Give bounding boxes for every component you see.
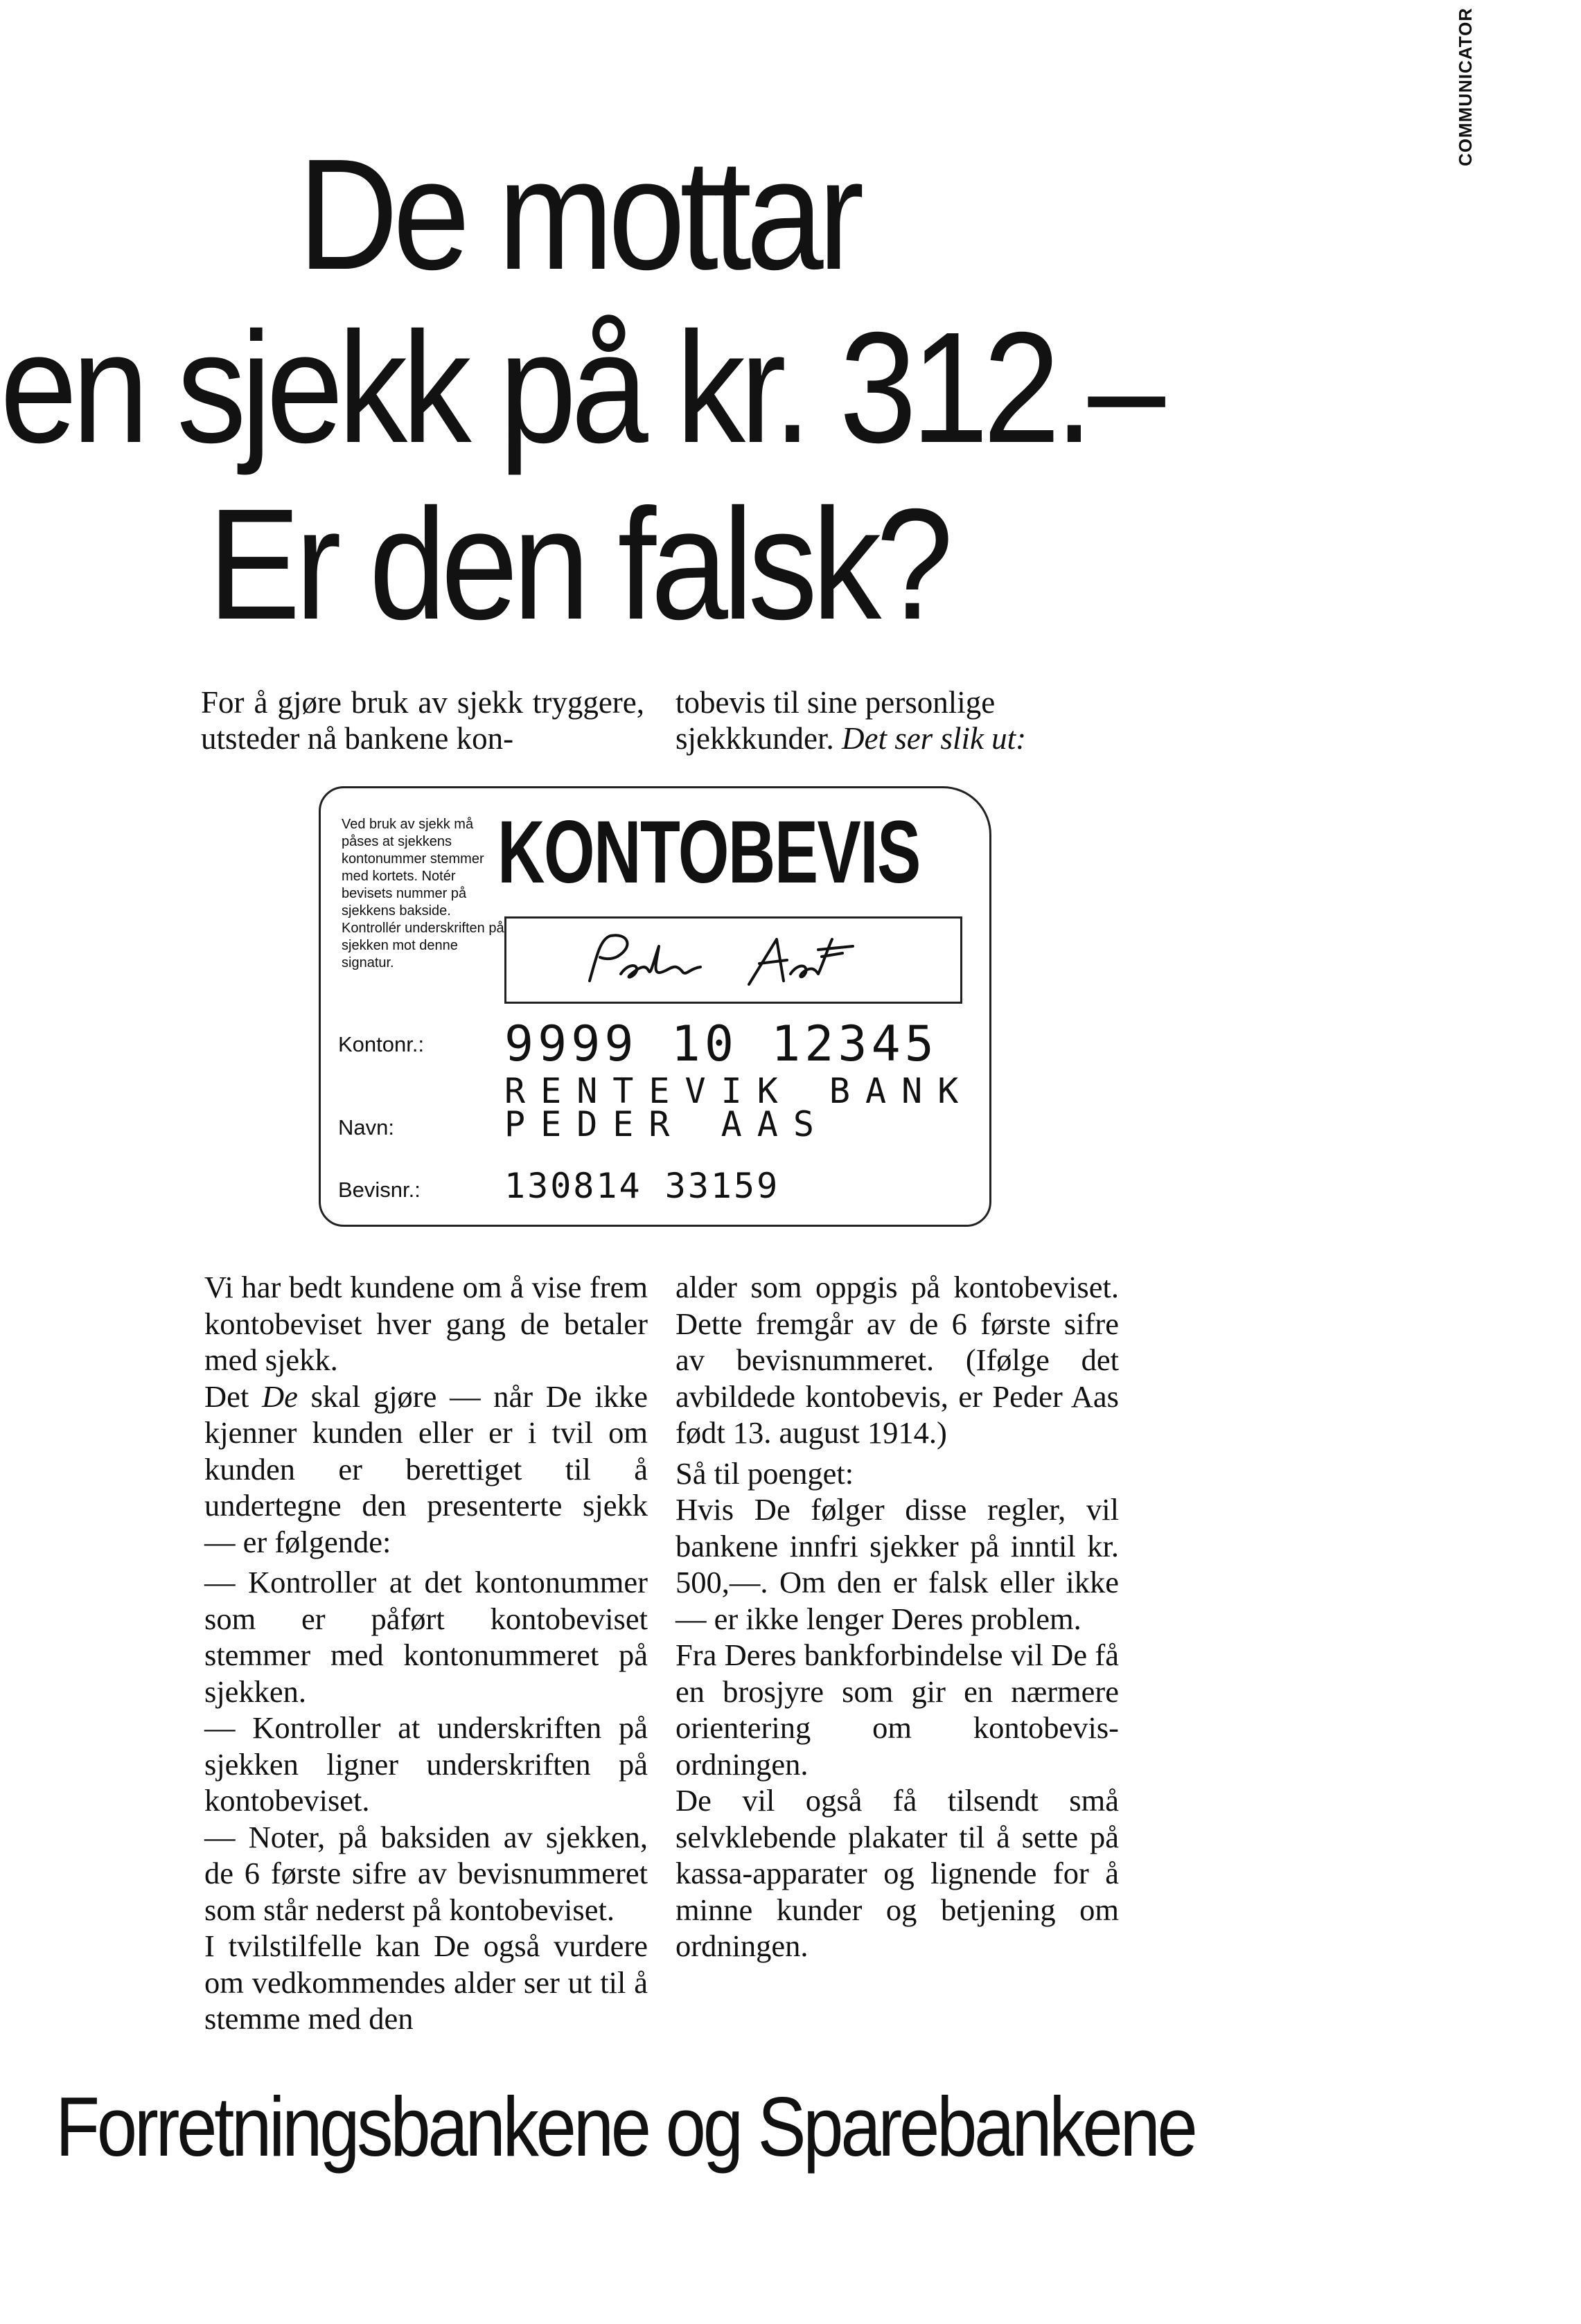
bevisnr-value: 130814 33159 — [504, 1166, 780, 1206]
navn-label: Navn: — [338, 1115, 394, 1139]
intro-right-text: tobevis til sine personlige sjekkkunder. — [675, 685, 996, 756]
bank-name: RENTEVIK BANK — [504, 1071, 974, 1111]
headline-line-2: en sjekk på kr. 312.– — [0, 300, 1160, 476]
body-paragraph: — Kontroller at underskriften på sjekken ligner underskriften på kontobeviset. — [204, 1710, 648, 1818]
signature-image — [576, 925, 867, 995]
navn-value: PEDER AAS — [504, 1104, 829, 1144]
body-paragraph: Det De skal gjøre — når De ikke kjenner kunden eller er i tvil om kunden er berettiget til å undertegne den presenterte sjekk — er følgende: — [204, 1378, 648, 1559]
body-paragraph: I tvilstilfelle kan De også vurdere om vedkommendes alder ser ut til å stemme med den — [204, 1928, 648, 2036]
body-paragraph: — Noter, på baksiden av sjekken, de 6 første sifre av bevisnummeret som står nederst på kontobeviset. — [204, 1819, 648, 1927]
body-paragraph: Fra Deres bankforbindelse vil De få en brosjyre som gir en nærmere orientering om kontobevis-ordningen. — [675, 1638, 1119, 1782]
body-column-left — [204, 1269, 648, 2037]
signoff-banks: Forretningsbankene og Sparebankene — [55, 2079, 1195, 2174]
card-title: KONTOBEVIS — [497, 803, 920, 902]
body-paragraph: De vil også få tilsendt små selvklebende plakater til å sette på kassa-apparater og lignende for å minne kunder og betjening om ordningen. — [675, 1783, 1119, 1963]
headline-line-1: De mottar — [298, 127, 859, 303]
headline-line-3: Er den falsk? — [208, 477, 948, 653]
body-paragraph: Så til poenget: — [675, 1455, 854, 1491]
body-paragraph: alder som oppgis på kontobeviset. Dette fremgår av de 6 første sifre av bevisnummeret. (Ifølge det avbildede kontobevis, er Peder Aas født 13. august 1914.) — [675, 1270, 1119, 1450]
kontobevis-card — [319, 786, 991, 1227]
agency-credit: COMMUNICATOR — [1455, 7, 1476, 166]
kontonr-label: Kontonr.: — [338, 1032, 425, 1056]
signature-box — [504, 916, 962, 1004]
body-paragraph: — Kontroller at det kontonummer som er påført kontobeviset stemmer med kontonummeret på sjekken. — [204, 1565, 648, 1709]
body-paragraph: Vi har bedt kundene om å vise frem kontobeviset hver gang de betaler med sjekk. — [204, 1270, 648, 1377]
bevisnr-label: Bevisnr.: — [338, 1178, 421, 1202]
body-paragraph: Hvis De følger disse regler, vil bankene innfri sjekker på inntil kr. 500,—. Om den er falsk eller ikke — er ikke lenger Deres problem. — [675, 1492, 1119, 1636]
intro-right — [675, 684, 1119, 756]
intro-right-italic: Det ser slik ut: — [841, 721, 1027, 756]
intro-left: For å gjøre bruk av sjekk tryggere, utsteder nå bankene kon- — [201, 685, 644, 756]
card-instructions: Ved bruk av sjekk må påses at sjekkens kontonummer stemmer med kortets. Notér bevisets nummer på sjekkens bakside. Kontrollér underskriften på sjekken mot denne signatur. — [342, 817, 504, 970]
body-column-right — [675, 1269, 1119, 1964]
kontonr-value: 9999 10 12345 — [504, 1015, 938, 1072]
